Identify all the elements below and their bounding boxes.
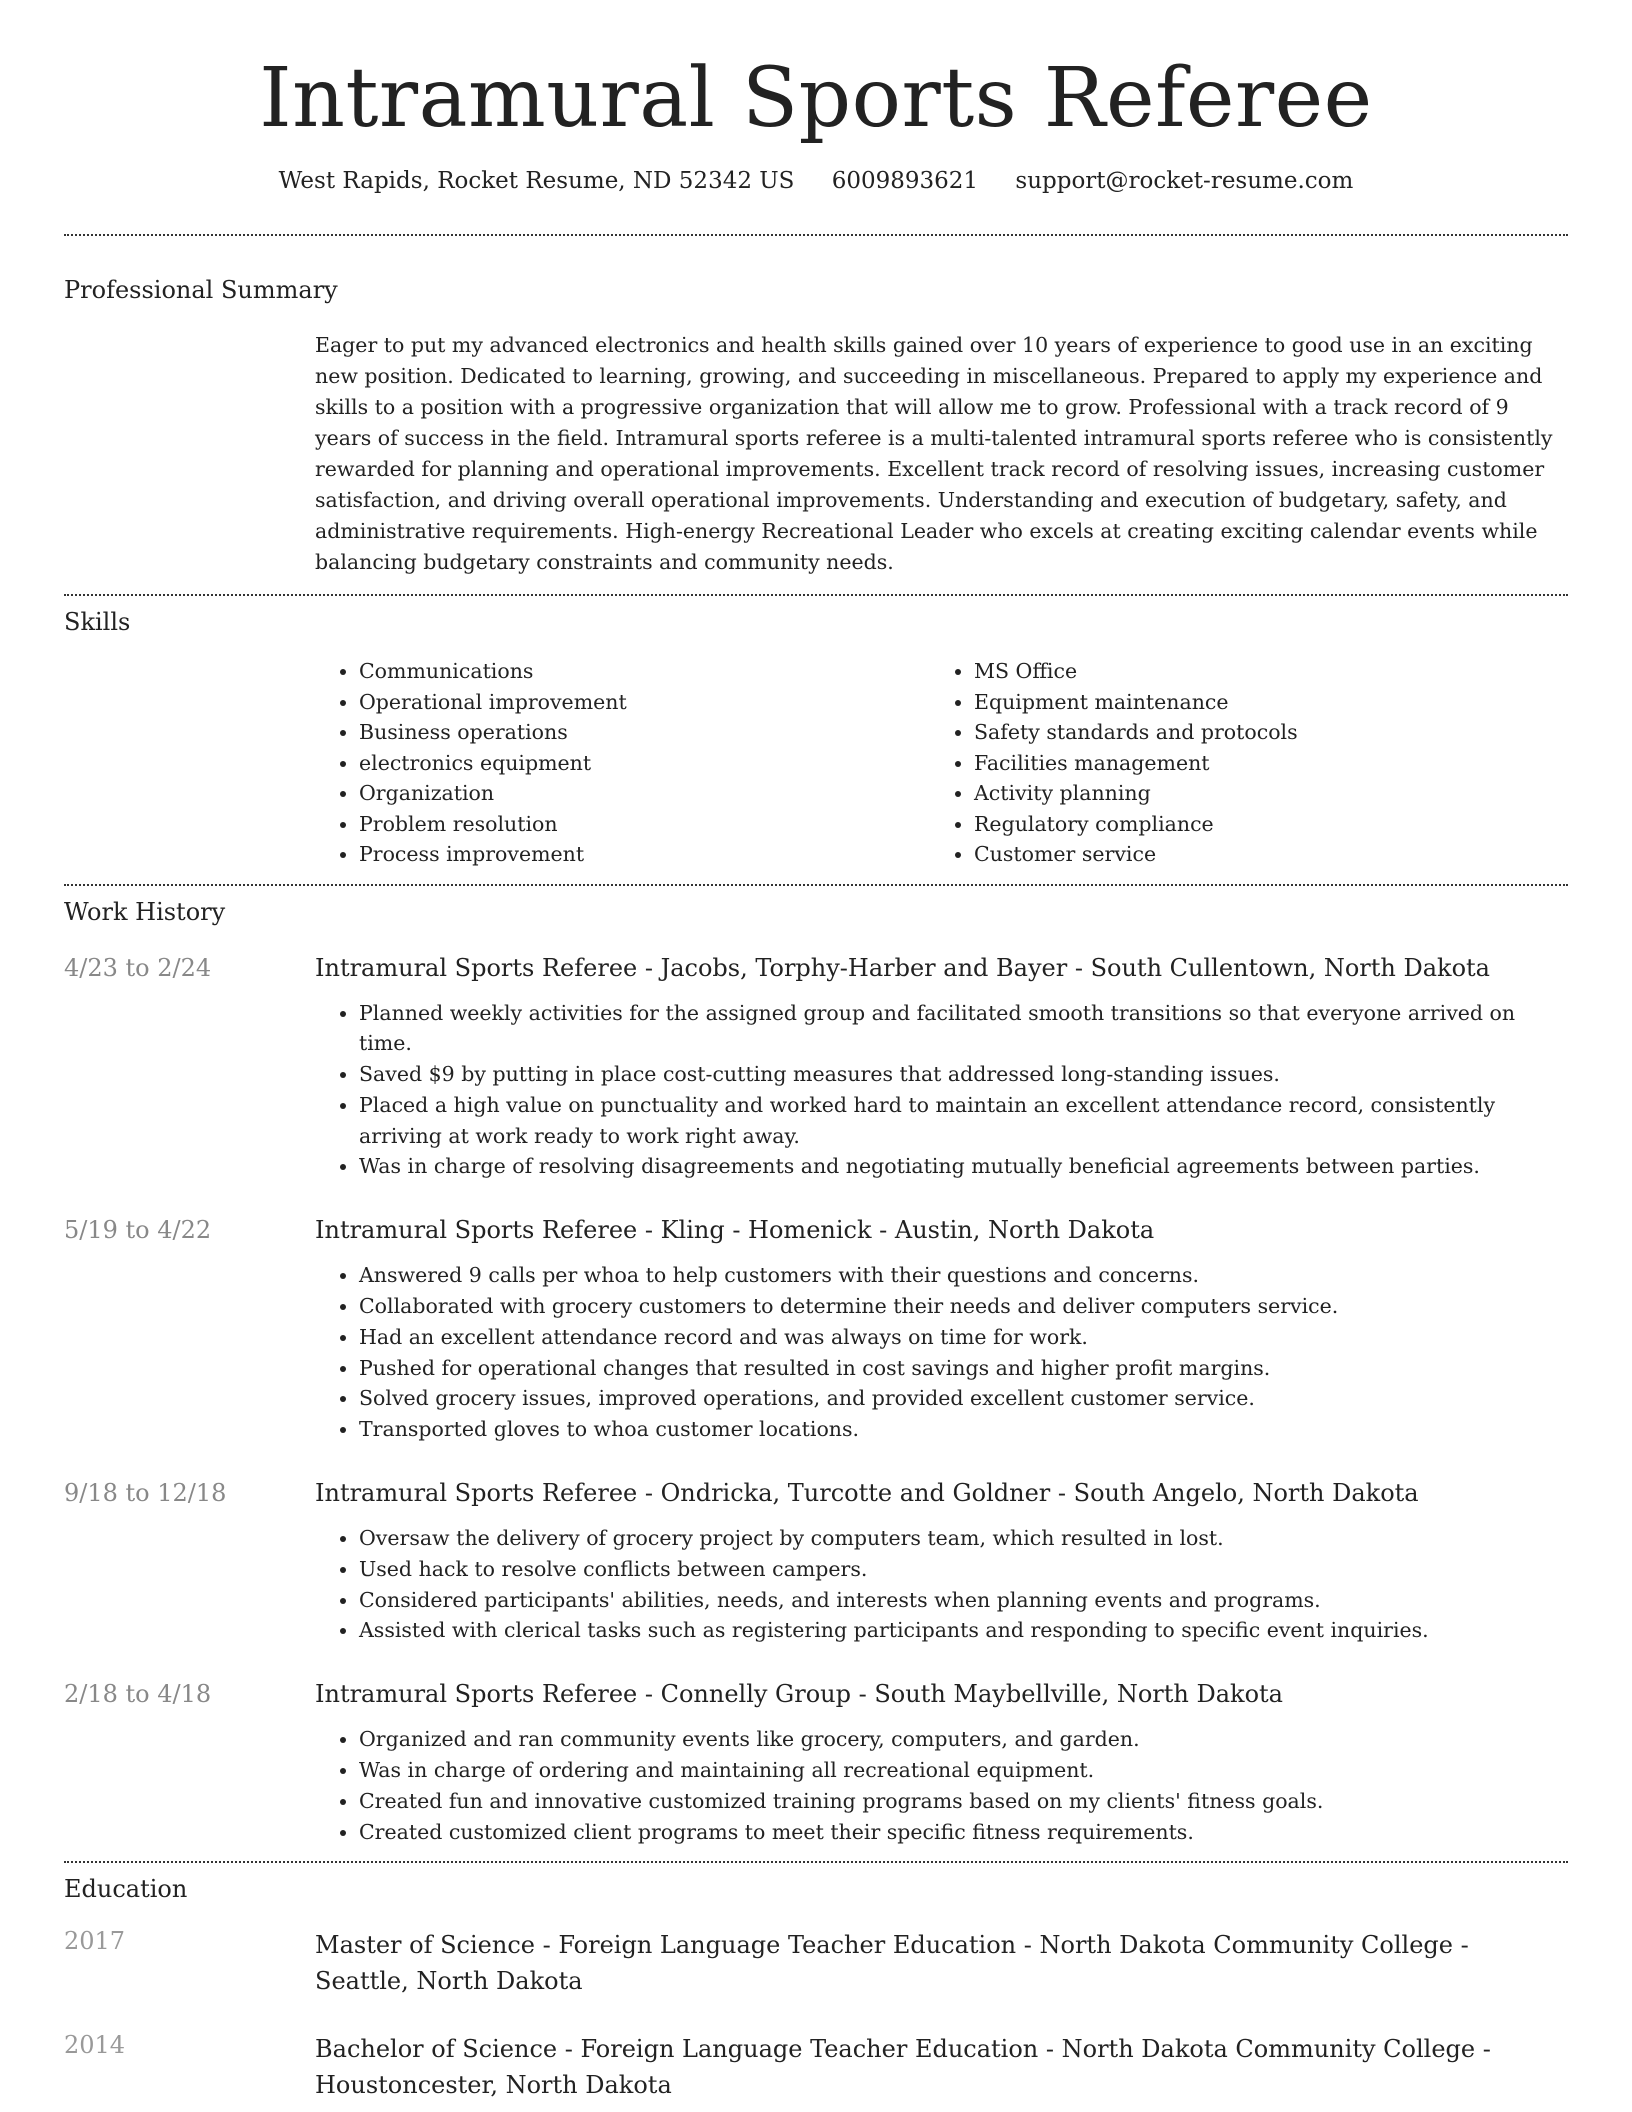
- job-role: Intramural Sports Referee: [315, 1216, 638, 1245]
- job-entry: [64, 1216, 1568, 1445]
- contact-email: support@rocket-resume.com: [1015, 168, 1354, 194]
- job-bullet: • Assisted with clerical tasks such as registering participants and responding to specific event inquiries.: [359, 1615, 1568, 1646]
- skill-item: • Process improvement: [359, 839, 930, 870]
- job-bullet: • Considered participants' abilities, needs, and interests when planning events and programs.: [359, 1585, 1568, 1616]
- job-bullets: [315, 1724, 1568, 1847]
- education-body: [315, 2031, 1568, 2103]
- skill-item: • Customer service: [974, 839, 1545, 870]
- resume-page: [64, 0, 1568, 2103]
- job-bullet: • Created fun and innovative customized training programs based on my clients' fitness goals.: [359, 1786, 1568, 1817]
- job-body: [315, 1680, 1568, 1847]
- job-company: - Kling - Homenick - Austin, North Dakota: [637, 1216, 1155, 1245]
- education-entry: [64, 2031, 1568, 2103]
- job-heading: [315, 954, 1568, 982]
- education-entry: [64, 1927, 1568, 1999]
- job-bullet: • Answered 9 calls per whoa to help customers with their questions and concerns.: [359, 1260, 1568, 1291]
- skills-heading: Skills: [64, 608, 131, 636]
- education-heading: Education: [64, 1875, 188, 1904]
- contact-line: [64, 168, 1568, 194]
- skill-item: • electronics equipment: [359, 748, 930, 779]
- job-entry: [64, 954, 1568, 1183]
- job-bullet: • Had an excellent attendance record and was always on time for work.: [359, 1322, 1568, 1353]
- divider: [64, 234, 1568, 236]
- job-body: [315, 1479, 1568, 1646]
- job-bullet: • Organized and ran community events like grocery, computers, and garden.: [359, 1724, 1568, 1755]
- job-bullet: • Was in charge of resolving disagreements and negotiating mutually beneficial agreements between parties.: [359, 1151, 1568, 1182]
- job-bullet: • Pushed for operational changes that resulted in cost savings and higher profit margins.: [359, 1353, 1568, 1384]
- skill-item: • Business operations: [359, 717, 930, 748]
- job-bullet: • Collaborated with grocery customers to determine their needs and deliver computers service.: [359, 1291, 1568, 1322]
- job-bullet: • Solved grocery issues, improved operations, and provided excellent customer service.: [359, 1383, 1568, 1414]
- job-bullet: • Transported gloves to whoa customer locations.: [359, 1414, 1568, 1445]
- job-bullet: • Placed a high value on punctuality and worked hard to maintain an excellent attendance record, consistently arriving at work ready to work right away.: [359, 1090, 1568, 1152]
- skill-item: • Equipment maintenance: [974, 687, 1545, 718]
- skill-item: • Regulatory compliance: [974, 809, 1545, 840]
- summary-heading: Professional Summary: [64, 276, 338, 304]
- work-history-heading: Work History: [64, 897, 226, 926]
- job-role: Intramural Sports Referee: [315, 1680, 638, 1709]
- skill-item: • Organization: [359, 778, 930, 809]
- job-company: - Jacobs, Torphy-Harber and Bayer - South Cullentown, North Dakota: [637, 953, 1490, 982]
- divider: [64, 594, 1568, 596]
- job-bullets: [315, 1260, 1568, 1445]
- skill-item: • Operational improvement: [359, 687, 930, 718]
- job-company: - Ondricka, Turcotte and Goldner - South Angelo, North Dakota: [637, 1479, 1419, 1508]
- job-bullets: [315, 1523, 1568, 1646]
- skill-item: • Activity planning: [974, 778, 1545, 809]
- contact-phone: 6009893621: [831, 168, 979, 194]
- job-date: 5/19 to 4/22: [64, 1216, 212, 1245]
- divider: [64, 1861, 1568, 1863]
- education-degree: Bachelor of Science - Foreign Language Teacher Education: [315, 2035, 1039, 2064]
- skills-list: [315, 656, 1568, 870]
- job-date: 9/18 to 12/18: [64, 1479, 227, 1508]
- contact-address: West Rapids, Rocket Resume, ND 52342 US: [278, 168, 795, 194]
- job-entry: [64, 1479, 1568, 1646]
- skill-item: • MS Office: [974, 656, 1545, 687]
- education-date: 2017: [64, 1927, 126, 1956]
- education-date: 2014: [64, 2031, 126, 2060]
- job-bullets: [315, 998, 1568, 1183]
- job-company: - Connelly Group - South Maybellville, North Dakota: [637, 1680, 1283, 1709]
- job-body: [315, 1216, 1568, 1445]
- job-date: 2/18 to 4/18: [64, 1680, 212, 1709]
- job-bullet: • Planned weekly activities for the assigned group and facilitated smooth transitions so that everyone arrived on time.: [359, 998, 1568, 1060]
- candidate-name: Intramural Sports Referee: [259, 51, 1373, 146]
- job-body: [315, 954, 1568, 1183]
- job-bullet: • Oversaw the delivery of grocery project by computers team, which resulted in lost.: [359, 1523, 1568, 1554]
- job-bullet: • Saved $9 by putting in place cost-cutting measures that addressed long-standing issues.: [359, 1059, 1568, 1090]
- job-heading: [315, 1479, 1568, 1507]
- job-date: 4/23 to 2/24: [64, 953, 212, 982]
- job-role: Intramural Sports Referee: [315, 953, 638, 982]
- skill-item: • Communications: [359, 656, 930, 687]
- divider: [64, 884, 1568, 886]
- job-bullet: • Created customized client programs to meet their specific fitness requirements.: [359, 1817, 1568, 1848]
- skill-item: • Safety standards and protocols: [974, 717, 1545, 748]
- education-body: [315, 1927, 1568, 1999]
- job-heading: [315, 1216, 1568, 1244]
- job-bullet: • Was in charge of ordering and maintaining all recreational equipment.: [359, 1755, 1568, 1786]
- skills-column-left: [315, 656, 930, 870]
- job-entry: [64, 1680, 1568, 1847]
- skill-item: • Facilities management: [974, 748, 1545, 779]
- education-school: - North Dakota Community College - Houstoncester, North Dakota: [315, 2035, 1491, 2100]
- job-role: Intramural Sports Referee: [315, 1479, 638, 1508]
- skills-column-right: [930, 656, 1545, 870]
- education-degree: Master of Science - Foreign Language Teacher Education: [315, 1931, 1017, 1960]
- education-school: - North Dakota Community College - Seattle, North Dakota: [315, 1931, 1469, 1996]
- skill-item: • Problem resolution: [359, 809, 930, 840]
- summary-text: Eager to put my advanced electronics and health skills gained over 10 years of experience to good use in an exciting new position. Dedicated to learning, growing, and succeeding in miscellaneous. Prepared to apply my experience and skills to a position with a progressive organization that will allow me to grow. Professional with a track record of 9 years of success in the field. Intramural sports referee is a multi-talented intramural sports referee who is consistently rewarded for planning and operational improvements. Excellent track record of resolving issues, increasing customer satisfaction, and driving overall operational improvements. Understanding and execution of budgetary, safety, and administrative requirements. High-energy Recreational Leader who excels at creating exciting calendar events while balancing budgetary constraints and community needs.: [315, 333, 1553, 574]
- job-heading: [315, 1680, 1568, 1708]
- job-bullet: • Used hack to resolve conflicts between campers.: [359, 1554, 1568, 1585]
